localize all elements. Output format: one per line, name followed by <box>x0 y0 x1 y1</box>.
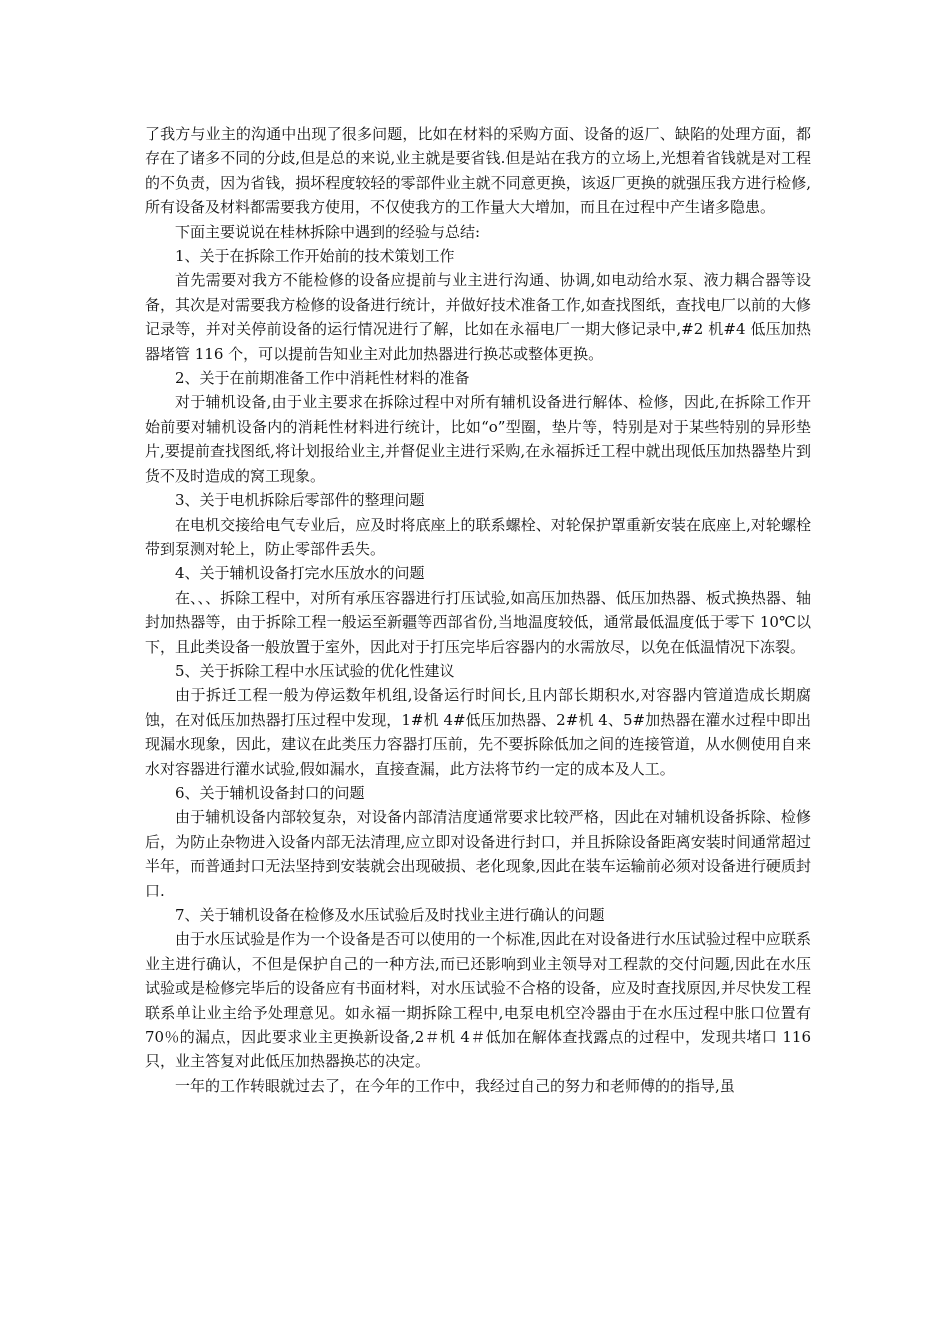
paragraph-section-4: 在、、、拆除工程中，对所有承压容器进行打压试验,如高压加热器、低压加热器、板式换热器、轴封加热器等，由于拆除工程一般运至新疆等西部省份,当地温度较低，通常最低温度低于零下 10℃以下，且此类设备一般放置于室外，因此对于打压完毕后容器内的水需放尽，以免在低温情况下冻裂。 <box>145 588 811 656</box>
section-heading-1: 1、关于在拆除工作开始前的技术策划工作 <box>175 247 455 266</box>
paragraph-section-1: 首先需要对我方不能检修的设备应提前与业主进行沟通、协调,如电动给水泵、液力耦合器等设备，其次是对需要我方检修的设备进行统计，并做好技术准备工作,如查找图纸，查找电厂以前的大修记录等，并对关停前设备的运行情况进行了解，比如在永福电厂一期大修记录中,#2 机#4 低压加热器堵管 116 个，可以提前告知业主对此加热器进行换芯或整体更换。 <box>145 271 811 363</box>
paragraph-summary-intro: 下面主要说说在桂林拆除中遇到的经验与总结: <box>175 222 481 241</box>
paragraph-section-3: 在电机交接给电气专业后，应及时将底座上的联系螺栓、对轮保护罩重新安装在底座上,对轮螺栓带到泵测对轮上，防止零部件丢失。 <box>145 515 811 558</box>
document-body <box>145 122 811 1098</box>
paragraph-section-2: 对于辅机设备,由于业主要求在拆除过程中对所有辅机设备进行解体、检修，因此,在拆除工作开始前要对辅机设备内的消耗性材料进行统计，比如“o”型圈，垫片等，特别是对于某些特别的异形垫片,要提前查找图纸,将计划报给业主,并督促业主进行采购,在永福拆迁工程中就出现低压加热器垫片到货不及时造成的窝工现象。 <box>145 393 811 485</box>
section-heading-2: 2、关于在前期准备工作中消耗性材料的准备 <box>175 369 470 388</box>
paragraph-section-6: 由于辅机设备内部较复杂，对设备内部清洁度通常要求比较严格，因此在对辅机设备拆除、检修后，为防止杂物进入设备内部无法清理,应立即对设备进行封口，并且拆除设备距离安装时间通常超过半年，而普通封口无法坚持到安装就会出现破损、老化现象,因此在装车运输前必须对设备进行硬质封口. <box>145 808 811 900</box>
section-heading-7: 7、关于辅机设备在检修及水压试验后及时找业主进行确认的问题 <box>175 906 605 924</box>
paragraph-section-5: 由于拆迁工程一般为停运数年机组,设备运行时间长,且内部长期积水,对容器内管道造成长期腐蚀，在对低压加热器打压过程中发现，1#机 4#低压加热器、2#机 4、5#加热器在灌水过程中即出现漏水现象，因此，建议在此类压力容器打压前，先不要拆除低加之间的连接管道，从水侧使用自来水对容器进行灌水试验,假如漏水，直接查漏，此方法将节约一定的成本及人工。 <box>145 686 811 778</box>
paragraph-section-7: 由于水压试验是作为一个设备是否可以使用的一个标准,因此在对设备进行水压试验过程中应联系业主进行确认，不但是保护自己的一种方法,而已还影响到业主领导对工程款的交付问题,因此在水压试验或是检修完毕后的设备应有书面材料，对水压试验不合格的设备，应及时查找原因,并尽快发工程联系单让业主给予处理意见。如永福一期拆除工程中,电泵电机空冷器由于在水压过程中胀口位置有 70％的漏点，因此要求业主更换新设备,2＃机 4＃低加在解体查找露点的过程中，发现共堵口 116 只，业主答复对此低压加热器换芯的决定。 <box>145 930 811 1071</box>
section-heading-3: 3、关于电机拆除后零部件的整理问题 <box>175 491 425 510</box>
section-heading-4: 4、关于辅机设备打完水压放水的问题 <box>175 564 425 583</box>
paragraph-intro-continuation: 了我方与业主的沟通中出现了很多问题，比如在材料的采购方面、设备的返厂、缺陷的处理方面，都存在了诸多不同的分歧,但是总的来说,业主就是要省钱.但是站在我方的立场上,光想着省钱就是对工程的不负责，因为省钱，损坏程度较轻的零部件业主就不同意更换，该返厂更换的就强压我方进行检修,所有设备及材料都需要我方使用，不仅使我方的工作量大大增加，而且在过程中产生诸多隐患。 <box>145 125 811 217</box>
paragraph-closing: 一年的工作转眼就过去了，在今年的工作中，我经过自己的努力和老师傅的的指导,虽 <box>175 1076 735 1095</box>
section-heading-5: 5、关于拆除工程中水压试验的优化性建议 <box>175 661 455 680</box>
section-heading-6: 6、关于辅机设备封口的问题 <box>175 783 365 802</box>
